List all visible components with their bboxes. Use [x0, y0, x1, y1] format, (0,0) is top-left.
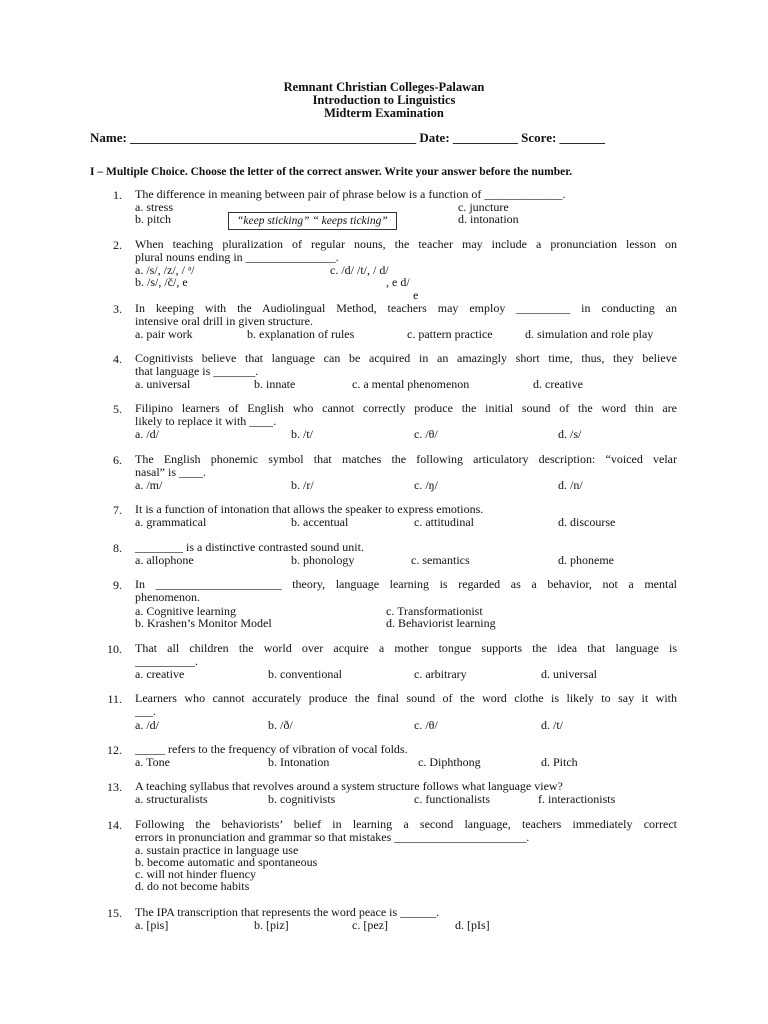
option-d[interactable]: d. Behaviorist learning	[386, 616, 496, 630]
question-line: likely to replace it with ____.	[135, 414, 277, 428]
option-b[interactable]: b. pitch	[135, 212, 171, 226]
question-text	[135, 352, 677, 378]
question-line: Learners who cannot accurately produce the final sound of the word clothe is likely to say it with	[135, 691, 677, 705]
option-a[interactable]: a. [pis]	[135, 918, 169, 932]
question-line: When teaching pluralization of regular nouns, the teacher may include a pronunciation lesson on	[135, 237, 677, 251]
option-d[interactable]: , e d/	[386, 275, 410, 289]
name-label: Name:	[90, 130, 127, 145]
option-a[interactable]: a. stress	[135, 200, 173, 214]
question-line: errors in pronunciation and grammar so that mistakes ______________________.	[135, 830, 530, 844]
question-text	[135, 743, 677, 756]
question-line: The IPA transcription that represents the word peace is ______.	[135, 905, 440, 919]
option-c[interactable]: c. will not hinder fluency	[135, 867, 256, 881]
option-a[interactable]: a. structuralists	[135, 792, 208, 806]
question-number: 15.	[107, 906, 122, 920]
question-number: 2.	[113, 238, 122, 252]
exam-title: Midterm Examination	[324, 106, 444, 120]
option-a[interactable]: a. sustain practice in language use	[135, 843, 299, 857]
question-line: ________ is a distinctive contrasted sound unit.	[135, 540, 364, 554]
date-blank[interactable]: __________	[452, 130, 518, 145]
option-c[interactable]: c. /θ/	[414, 718, 438, 732]
option-a[interactable]: a. /d/	[135, 718, 159, 732]
question-number: 11.	[107, 692, 122, 706]
question-text	[135, 453, 677, 479]
question-line: ___.	[135, 704, 156, 718]
name-blank[interactable]: ____________________________________________	[130, 130, 417, 145]
option-d[interactable]: d. do not become habits	[135, 879, 250, 893]
score-blank[interactable]: _______	[559, 130, 606, 145]
option-c[interactable]: c. functionalists	[414, 792, 490, 806]
question-text	[135, 906, 677, 919]
question-text	[135, 188, 677, 201]
question-line: _____ refers to the frequency of vibration of vocal folds.	[135, 742, 408, 756]
option-b[interactable]: b. cognitivists	[268, 792, 336, 806]
question-number: 7.	[113, 503, 122, 517]
glyph-fragment: e	[413, 288, 419, 302]
option-a[interactable]: a. creative	[135, 667, 185, 681]
option-b[interactable]: b. Intonation	[268, 755, 330, 769]
option-b[interactable]: b. [piz]	[254, 918, 289, 932]
question-line: The English phonemic symbol that matches the following articulatory description: “voiced velar	[135, 452, 677, 466]
question-line: It is a function of intonation that allows the speaker to express emotions.	[135, 502, 484, 516]
question-text	[135, 238, 677, 264]
option-d[interactable]: d. intonation	[458, 212, 519, 226]
question-number: 3.	[113, 302, 122, 316]
option-b[interactable]: b. innate	[254, 377, 296, 391]
question-number: 6.	[113, 453, 122, 467]
option-c[interactable]: c. attitudinal	[414, 515, 474, 529]
option-d[interactable]: d. Pitch	[541, 755, 578, 769]
option-b[interactable]: b. explanation of rules	[247, 327, 355, 341]
option-d[interactable]: d. universal	[541, 667, 597, 681]
question-number: 13.	[107, 780, 122, 794]
option-a[interactable]: a. Tone	[135, 755, 170, 769]
question-line: that language is _______.	[135, 364, 259, 378]
option-b[interactable]: b. /s/, /č/, e	[135, 275, 188, 289]
question-number: 10.	[107, 642, 122, 656]
question-line: nasal” is ____.	[135, 465, 206, 479]
question-line: Cognitivists believe that language can be acquired in an amazingly short time, thus, they believe	[135, 351, 677, 365]
option-c[interactable]: c. [pez]	[352, 918, 388, 932]
section-title: I – Multiple Choice. Choose the letter of the correct answer. Write your answer before the number.	[90, 166, 573, 178]
question-line: In keeping with the Audiolingual Method, teachers may employ _________ in conducting an	[135, 301, 677, 315]
option-d[interactable]: d. phoneme	[558, 553, 614, 567]
question-line: Filipino learners of English who cannot correctly produce the initial sound of the word thin are	[135, 401, 677, 415]
question-number: 14.	[107, 818, 122, 832]
option-a[interactable]: a. allophone	[135, 553, 194, 567]
option-b[interactable]: b. become automatic and spontaneous	[135, 855, 318, 869]
question-line: Following the behaviorists’ belief in learning a second language, teachers immediately correct	[135, 817, 677, 831]
school-name: Remnant Christian Colleges-Palawan	[283, 80, 485, 94]
option-d[interactable]: d. simulation and role play	[525, 327, 654, 341]
question-line: plural nouns ending in _______________.	[135, 250, 339, 264]
option-d[interactable]: f. interactionists	[538, 792, 616, 806]
option-a[interactable]: a. /d/	[135, 427, 159, 441]
course-title: Introduction to Linguistics	[312, 93, 456, 107]
date-label: Date:	[419, 130, 450, 145]
option-b[interactable]: b. accentual	[291, 515, 349, 529]
option-a[interactable]: a. universal	[135, 377, 191, 391]
question-number: 12.	[107, 743, 122, 757]
option-b[interactable]: b. /t/	[291, 427, 314, 441]
option-c[interactable]: c. semantics	[411, 553, 470, 567]
question-text	[135, 642, 677, 668]
option-d[interactable]: d. creative	[533, 377, 583, 391]
option-b[interactable]: b. /r/	[291, 478, 314, 492]
question-number: 1.	[113, 188, 122, 202]
option-c[interactable]: c. arbitrary	[414, 667, 467, 681]
question-line: __________.	[135, 654, 198, 668]
option-d[interactable]: d. discourse	[558, 515, 616, 529]
question-line: intensive oral drill in given structure.	[135, 314, 313, 328]
question-line: The difference in meaning between pair of phrase below is a function of _____________.	[135, 187, 566, 201]
score-label: Score:	[521, 130, 557, 145]
question-line: In _____________________ theory, language learning is regarded as a behavior, not a mental	[135, 577, 677, 591]
option-b[interactable]: b. phonology	[291, 553, 355, 567]
option-b[interactable]: b. Krashen’s Monitor Model	[135, 616, 272, 630]
option-a[interactable]: a. grammatical	[135, 515, 207, 529]
option-d[interactable]: d. /n/	[558, 478, 583, 492]
option-a[interactable]: a. Cognitive learning	[135, 604, 236, 618]
option-c[interactable]: c. /d/ /t/, / d/	[330, 263, 389, 277]
question-line: A teaching syllabus that revolves around a system structure follows what language view?	[135, 779, 563, 793]
option-b[interactable]: b. conventional	[268, 667, 342, 681]
question-line: phenomenon.	[135, 590, 200, 604]
option-c[interactable]: c. /ŋ/	[414, 478, 438, 492]
question-number: 4.	[113, 352, 122, 366]
option-c[interactable]: c. juncture	[458, 200, 509, 214]
option-d[interactable]: d. /s/	[558, 427, 582, 441]
option-c[interactable]: c. Transformationist	[386, 604, 483, 618]
option-d[interactable]: d. /t/	[541, 718, 564, 732]
question-text	[135, 578, 677, 604]
question-text	[135, 692, 677, 718]
question-text	[135, 302, 677, 328]
option-c[interactable]: c. Diphthong	[418, 755, 481, 769]
info-line	[90, 130, 605, 146]
question-number: 9.	[113, 578, 122, 592]
option-a[interactable]: a. /s/, /z/, / ᵊ/	[135, 263, 195, 277]
option-c[interactable]: c. a mental phenomenon	[352, 377, 470, 391]
question-text	[135, 402, 677, 428]
option-c[interactable]: c. /θ/	[414, 427, 438, 441]
question-line: That all children the world over acquire a mother tongue supports the idea that language is	[135, 641, 677, 655]
phrase-box: “keep sticking” “ keeps ticking”	[228, 212, 397, 230]
question-text	[135, 818, 677, 844]
option-b[interactable]: b. /ð/	[268, 718, 293, 732]
option-a[interactable]: a. pair work	[135, 327, 193, 341]
option-a[interactable]: a. /m/	[135, 478, 163, 492]
question-number: 5.	[113, 402, 122, 416]
question-number: 8.	[113, 541, 122, 555]
option-d[interactable]: d. [pIs]	[455, 918, 490, 932]
option-c[interactable]: c. pattern practice	[407, 327, 493, 341]
